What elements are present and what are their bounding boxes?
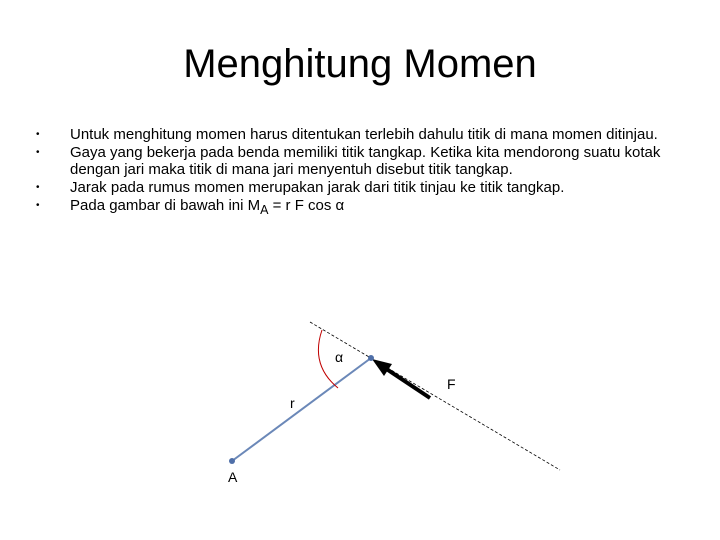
bullet-text-after: = r F cos α [268,197,345,214]
point-a [229,458,235,464]
label-alpha: α [335,349,344,365]
force-arrow [382,366,430,398]
bullet-subscript: A [260,203,269,217]
bullet-icon: • [36,182,40,193]
bullet-icon: • [36,200,40,211]
bullet-icon: • [36,129,40,140]
line-of-action [310,322,560,470]
bullet-text-before: Pada gambar di bawah ini M [70,197,261,214]
label-a: A [228,469,238,485]
bullet-text: Gaya yang bekerja pada benda memiliki titik tangkap. Ketika kita mendorong suatu kotak dengan jari maka titik di mana jari menyentuh disebut titik tangkap. [70,144,661,178]
force-arrowhead [372,359,392,376]
bullet-text: Untuk menghitung momen harus ditentukan terlebih dahulu titik di mana momen ditinjau. [70,126,658,143]
bullet-text: Jarak pada rumus momen merupakan jarak dari titik tinjau ke titik tangkap. [70,179,565,196]
label-r: r [290,395,295,411]
bullet-icon: • [36,147,40,158]
slide-title: Menghitung Momen [183,42,537,86]
point-of-application [368,355,374,361]
label-f: F [447,376,456,392]
moment-arm [232,358,371,461]
